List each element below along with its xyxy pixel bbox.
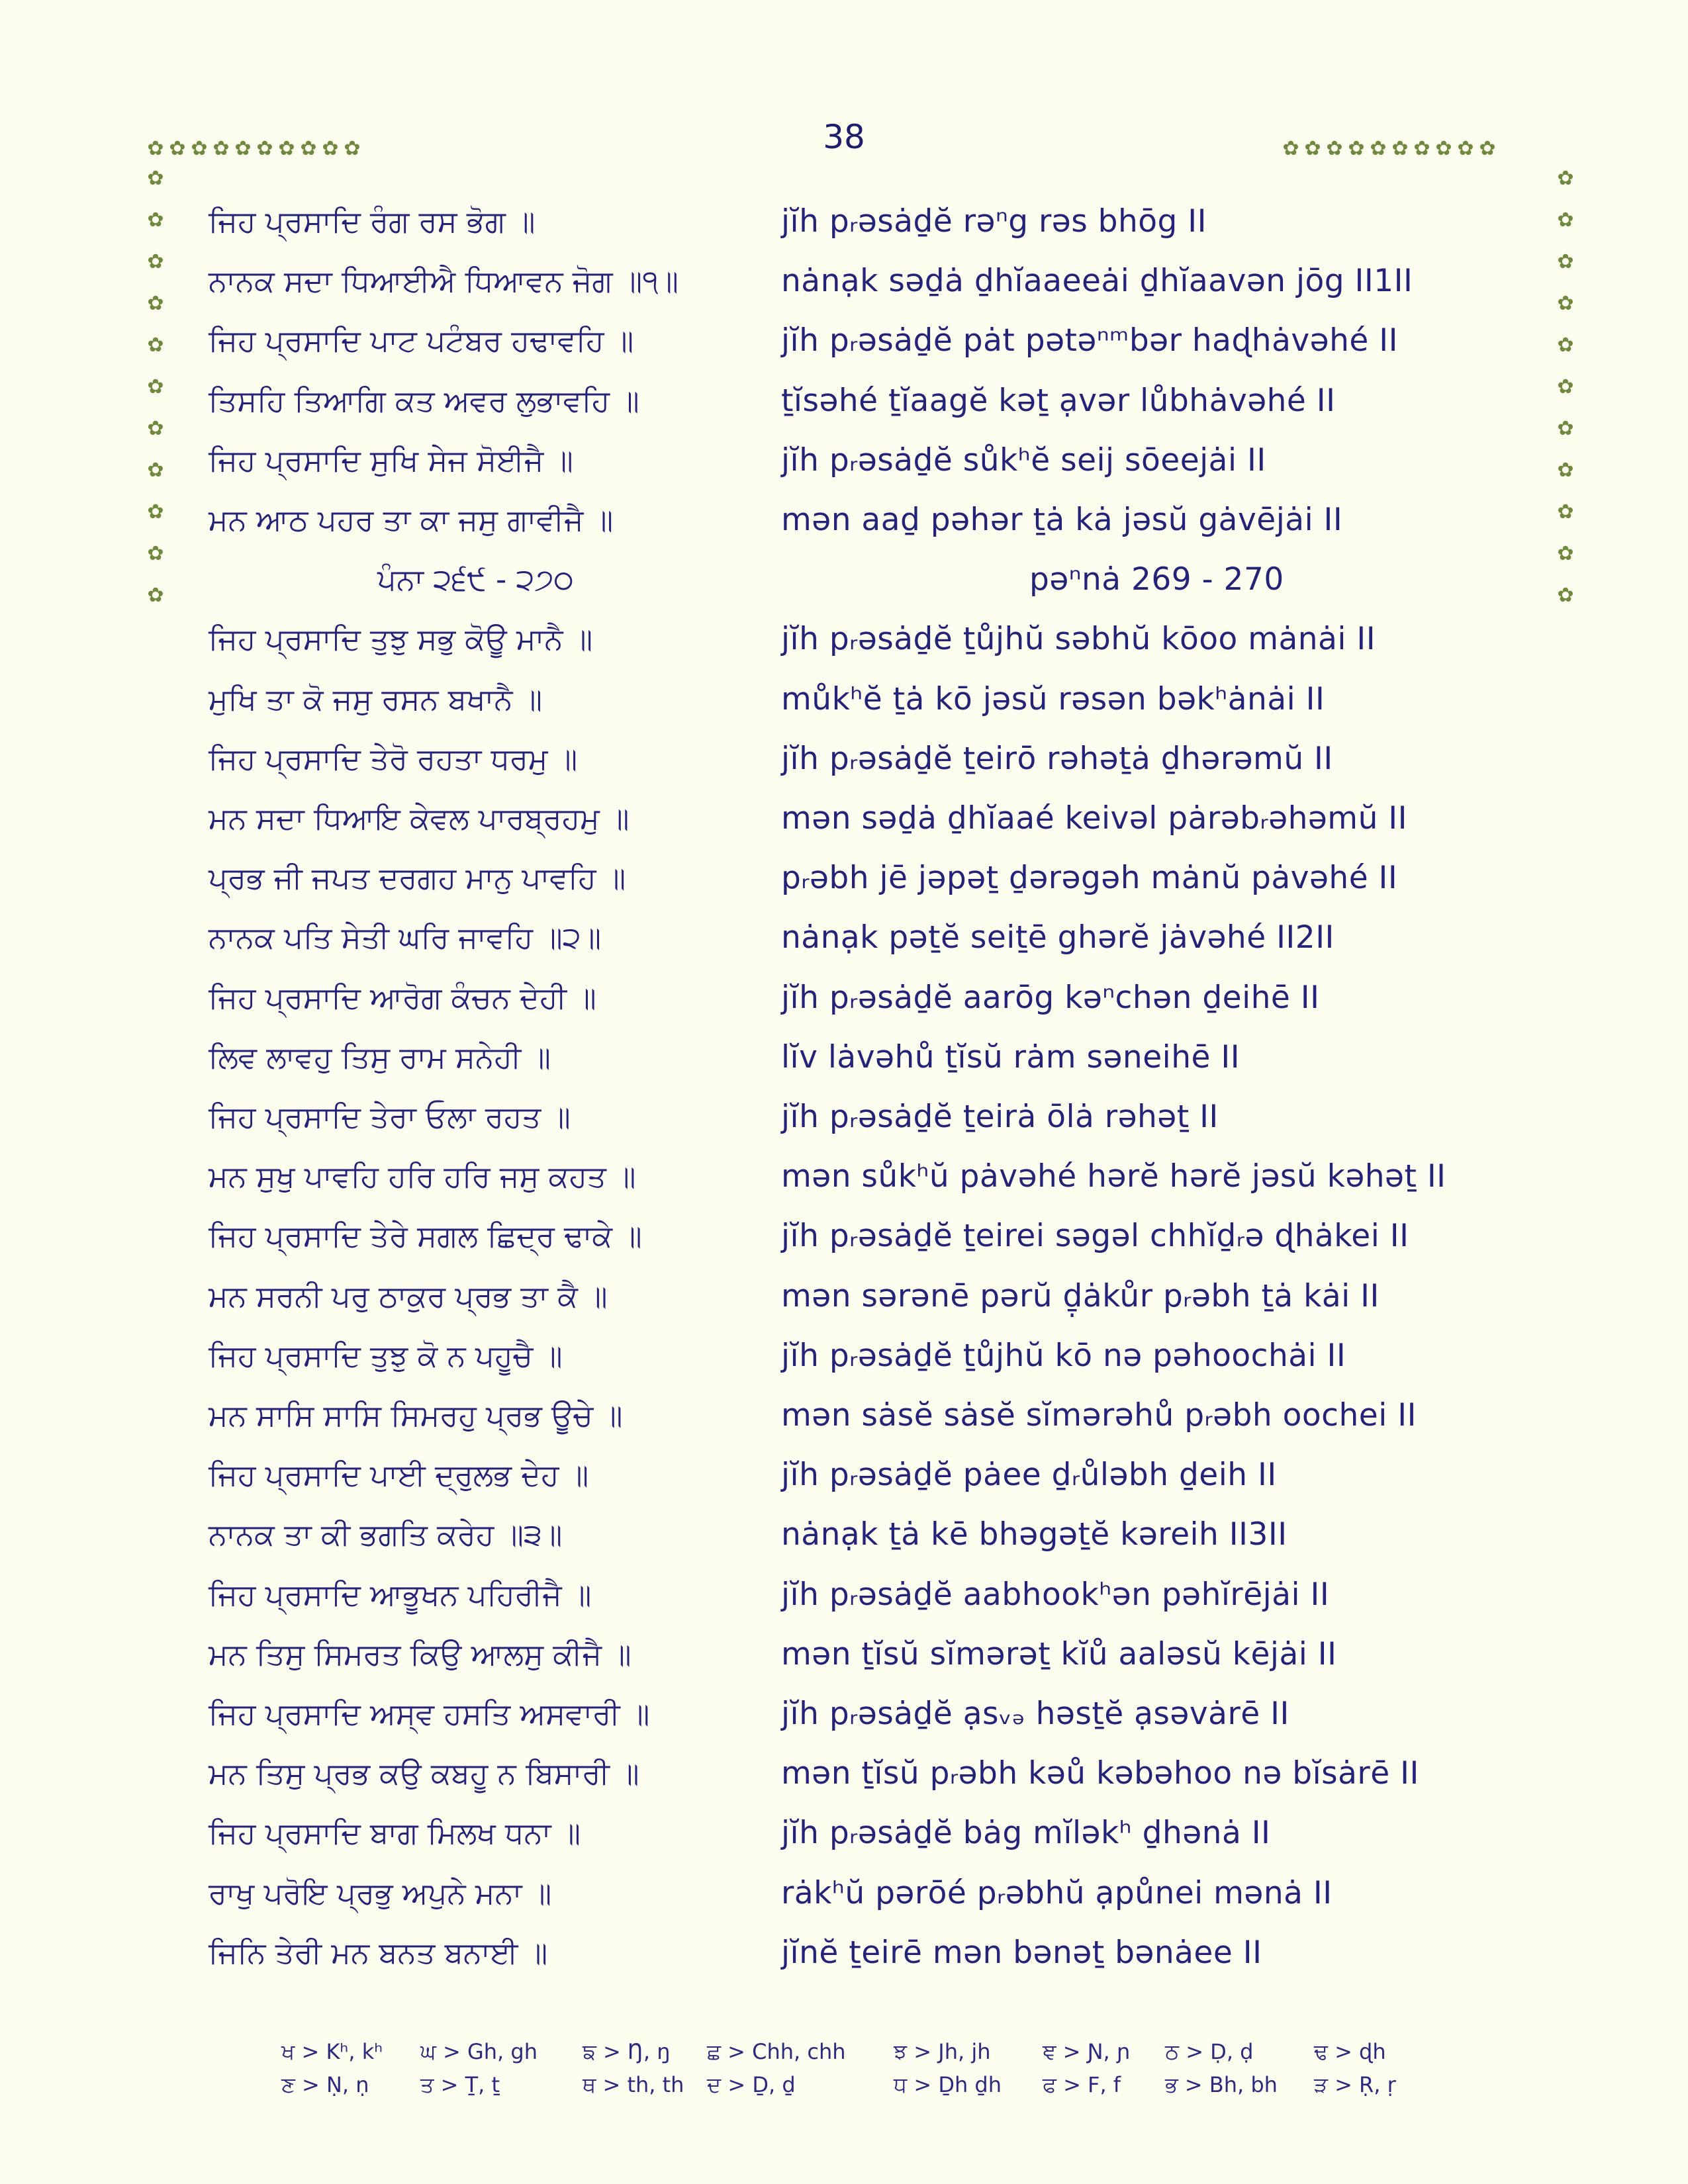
- flower-icon: ✿: [1557, 375, 1574, 398]
- flower-icon: ✿: [1557, 334, 1574, 357]
- transliteration-line: jĭh pᵣəsȧḏĕ ṯůjhŭ kō nə pəhoochȧi II: [781, 1337, 1346, 1374]
- gurmukhi-line: ਮਨ ਸਦਾ ਧਿਆਇ ਕੇਵਲ ਪਾਰਬ੍ਰਹਮੁ ॥: [209, 801, 630, 836]
- gurmukhi-line: ਜਿਹ ਪ੍ਰਸਾਦਿ ਤੇਰੇ ਸਗਲ ਛਿਦ੍ਰ ਢਾਕੇ ॥: [209, 1218, 642, 1254]
- legend-entry: ਝ > Jh, jh: [894, 2039, 991, 2064]
- gurmukhi-line: ਜਿਹ ਪ੍ਰਸਾਦਿ ਸੁਖਿ ਸੇਜ ਸੋਈਜੈ ॥: [209, 442, 573, 478]
- legend-entry: ਣ > Ṇ, ṇ: [281, 2072, 369, 2097]
- gurmukhi-line: ਮਨ ਸਾਸਿ ਸਾਸਿ ਸਿਮਰਹੁ ਪ੍ਰਭ ਊਚੇ ॥: [209, 1398, 623, 1433]
- transliteration-line: pᵣəbh jē jəpəṯ ḏərəgəh mȧnŭ pȧvəhé II: [781, 860, 1398, 897]
- flower-icon: ✿: [234, 137, 252, 160]
- transliteration-line: nȧnạk pəṯĕ seiṯē ghərĕ jȧvəhé II2II: [781, 919, 1335, 956]
- transliteration-line: ṯĭsəhé ṯĭaagĕ kəṯ ạvər lůbhȧvəhé II: [781, 382, 1336, 419]
- transliteration-line: mən səḏȧ ḏhĭaaé keivəl pȧrəbᵣəhəmŭ II: [781, 800, 1408, 837]
- flower-icon: ✿: [1326, 137, 1343, 160]
- flower-icon: ✿: [1304, 137, 1321, 160]
- gurmukhi-line: ਮਨ ਸਰਨੀ ਪਰੁ ਠਾਕੁਰ ਪ੍ਰਭ ਤਾ ਕੈ ॥: [209, 1278, 608, 1314]
- gurmukhi-line: ਜਿਹ ਪ੍ਰਸਾਦਿ ਤੇਰਾ ਓਲਾ ਰਹਤ ॥: [209, 1099, 571, 1134]
- flower-icon: ✿: [1557, 542, 1574, 565]
- flower-icon: ✿: [1348, 137, 1365, 160]
- flower-icon: ✿: [256, 137, 273, 160]
- legend-entry: ੜ > Ṛ, ṛ: [1314, 2072, 1396, 2097]
- gurmukhi-line: ਮਨ ਆਠ ਪਹਰ ਤਾ ਕਾ ਜਸੁ ਗਾਵੀਜੈ ॥: [209, 502, 614, 537]
- gurmukhi-line: ਜਿਹ ਪ੍ਰਸਾਦਿ ਪਾਟ ਪਟੰਬਰ ਹਢਾਵਹਿ ॥: [209, 323, 634, 359]
- page-number: 38: [823, 118, 865, 156]
- transliteration-line: jĭh pᵣəsȧḏĕ ṯeirȧ ōlȧ rəhəṯ II: [781, 1099, 1219, 1135]
- flower-icon: ✿: [147, 500, 164, 523]
- flower-icon: ✿: [1557, 459, 1574, 482]
- gurmukhi-line: ਮਨ ਤਿਸੁ ਪ੍ਰਭ ਕਉ ਕਬਹੂ ਨ ਬਿਸਾਰੀ ॥: [209, 1756, 639, 1792]
- flower-icon: ✿: [147, 208, 164, 232]
- flower-icon: ✿: [1370, 137, 1387, 160]
- transliteration-line: jĭh pᵣəsȧḏĕ sůkʰĕ seij sōeejȧi II: [781, 441, 1266, 478]
- transliteration-line: rȧkʰŭ pərōé pᵣəbhŭ ạpůnei mənȧ II: [781, 1874, 1333, 1911]
- transliteration-line: jĭh pᵣəsȧḏĕ aabhookʰən pəhĭrējȧi II: [781, 1576, 1330, 1613]
- flower-icon: ✿: [344, 137, 361, 160]
- gurmukhi-line: ਜਿਹ ਪ੍ਰਸਾਦਿ ਤੁਝੁ ਸਭੁ ਕੋਊ ਮਾਨੈ ॥: [209, 621, 593, 657]
- gurmukhi-line: ਜਿਹ ਪ੍ਰਸਾਦਿ ਅਸ੍ਵ ਹਸਤਿ ਅਸਵਾਰੀ ॥: [209, 1696, 650, 1731]
- flower-icon: ✿: [147, 292, 164, 315]
- transliteration-line: jĭh pᵣəsȧḏĕ aarōg kəⁿchən ḏeihē II: [781, 979, 1320, 1016]
- gurmukhi-line: ਮਨ ਤਿਸੁ ਸਿਮਰਤ ਕਿਉ ਆਲਸੁ ਕੀਜੈ ॥: [209, 1636, 632, 1672]
- transliteration-line: nȧnạk səḏȧ ḏhĭaaeeȧi ḏhĭaavən jōg II1II: [781, 263, 1413, 300]
- legend-entry: ਤ > Ṯ, ṯ: [420, 2072, 500, 2097]
- flower-icon: ✿: [169, 137, 186, 160]
- transliteration-line: jĭh pᵣəsȧḏĕ ạsᵥₔ həsṯĕ ạsəvȧrē II: [781, 1696, 1289, 1732]
- flower-icon: ✿: [1557, 500, 1574, 523]
- flower-icon: ✿: [300, 137, 317, 160]
- flower-icon: ✿: [147, 417, 164, 440]
- flower-icon: ✿: [147, 250, 164, 273]
- legend-entry: ਦ > Ḏ, ḏ: [707, 2072, 796, 2097]
- legend-entry: ਭ > Bh, bh: [1165, 2072, 1278, 2097]
- flower-icon: ✿: [147, 459, 164, 482]
- gurmukhi-line: ਜਿਹ ਪ੍ਰਸਾਦਿ ਆਭੂਖਨ ਪਹਿਰੀਜੈ ॥: [209, 1576, 592, 1612]
- gurmukhi-line: ਨਾਨਕ ਪਤਿ ਸੇਤੀ ਘਰਿ ਜਾਵਹਿ ॥੨॥: [209, 920, 602, 956]
- flower-icon: ✿: [1282, 137, 1299, 160]
- flower-icon: ✿: [1557, 167, 1574, 190]
- transliteration-line: nȧnạk ṯȧ kē bhəgəṯĕ kəreih II3II: [781, 1516, 1288, 1553]
- flower-icon: ✿: [1457, 137, 1474, 160]
- legend-entry: ਠ > Ḍ, ḍ: [1165, 2039, 1254, 2064]
- flower-icon: ✿: [1557, 584, 1574, 607]
- page-range-gurmukhi: ਪੰਨਾ ੨੬੯ - ੨੭੦: [377, 562, 574, 598]
- gurmukhi-line: ਜਿਹ ਪ੍ਰਸਾਦਿ ਤੇਰੋ ਰਹਤਾ ਧਰਮੁ ॥: [209, 741, 578, 776]
- legend-entry: ਖ > Kʰ, kʰ: [281, 2039, 383, 2064]
- flower-icon: ✿: [1557, 417, 1574, 440]
- transliteration-line: mən sərənē pərŭ ḏ̣ȧkůr pᵣəbh ṯȧ kȧi II: [781, 1277, 1380, 1314]
- gurmukhi-line: ਲਿਵ ਲਾਵਹੁ ਤਿਸੁ ਰਾਮ ਸਨੇਹੀ ॥: [209, 1039, 551, 1075]
- gurmukhi-line: ਜਿਹ ਪ੍ਰਸਾਦਿ ਆਰੋਗ ਕੰਚਨ ਦੇਹੀ ॥: [209, 979, 596, 1015]
- flower-icon: ✿: [1435, 137, 1452, 160]
- legend-entry: ਙ > Ŋ, ŋ: [583, 2039, 671, 2064]
- transliteration-line: mən sůkʰŭ pȧvəhé hərĕ hərĕ jəsŭ kəhəṯ II: [781, 1158, 1446, 1195]
- transliteration-line: jĭh pᵣəsȧḏĕ ṯeirō rəhəṯȧ ḏhərəmŭ II: [781, 740, 1333, 777]
- legend-entry: ਫ > F, f: [1043, 2072, 1121, 2097]
- gurmukhi-line: ਜਿਹ ਪ੍ਰਸਾਦਿ ਪਾਈ ਦ੍ਰੁਲਭ ਦੇਹ ॥: [209, 1457, 589, 1493]
- flower-icon: ✿: [147, 137, 164, 160]
- flower-icon: ✿: [147, 584, 164, 607]
- flower-icon: ✿: [278, 137, 295, 160]
- gurmukhi-line: ਜਿਹ ਪ੍ਰਸਾਦਿ ਬਾਗ ਮਿਲਖ ਧਨਾ ॥: [209, 1815, 581, 1851]
- transliteration-line: můkʰĕ ṯȧ kō jəsŭ rəsən bəkʰȧnȧi II: [781, 680, 1325, 717]
- transliteration-line: mən ṯĭsŭ sĭmərəṯ kĭů aaləsŭ kējȧi II: [781, 1635, 1337, 1672]
- flower-icon: ✿: [1479, 137, 1496, 160]
- transliteration-line: jĭh pᵣəsȧḏĕ rəⁿg rəs bhōg II: [781, 203, 1207, 240]
- flower-icon: ✿: [322, 137, 339, 160]
- flower-icon: ✿: [147, 334, 164, 357]
- legend-entry: ਧ > Ḏh ḏh: [894, 2072, 1002, 2097]
- flower-icon: ✿: [147, 167, 164, 190]
- gurmukhi-line: ਰਾਖੁ ਪਰੋਇ ਪ੍ਰਭੁ ਅਪੁਨੇ ਮਨਾ ॥: [209, 1875, 552, 1911]
- gurmukhi-line: ਨਾਨਕ ਸਦਾ ਧਿਆਈਐ ਧਿਆਵਨ ਜੋਗ ॥੧॥: [209, 263, 679, 299]
- legend-entry: ਢ > ɖh: [1314, 2039, 1386, 2064]
- transliteration-line: jĭnĕ ṯeirē mən bənəṯ bənȧee II: [781, 1934, 1262, 1971]
- transliteration-line: jĭh pᵣəsȧḏĕ ṯůjhŭ səbhŭ kōoo mȧnȧi II: [781, 621, 1376, 658]
- gurmukhi-line: ਨਾਨਕ ਤਾ ਕੀ ਭਗਤਿ ਕਰੇਹ ॥੩॥: [209, 1517, 563, 1553]
- transliteration-line: lĭv lȧvəhů ṯĭsŭ rȧm səneihē II: [781, 1038, 1241, 1075]
- transliteration-line: jĭh pᵣəsȧḏĕ bȧg mĭləkʰ ḏhənȧ II: [781, 1815, 1271, 1852]
- transliteration-line: mən aaḏ pəhər ṯȧ kȧ jəsŭ gȧvējȧi II: [781, 502, 1343, 538]
- transliteration-line: mən sȧsĕ sȧsĕ sĭmərəhů pᵣəbh oochei II: [781, 1397, 1417, 1433]
- legend-entry: ਛ > Chh, chh: [707, 2039, 846, 2064]
- flower-icon: ✿: [212, 137, 230, 160]
- transliteration-line: jĭh pᵣəsȧḏĕ pȧt pətəⁿᵐbər haɖhȧvəhé II: [781, 322, 1398, 359]
- legend-entry: ਞ > Ɲ, ɲ: [1043, 2039, 1131, 2064]
- gurmukhi-line: ਪ੍ਰਭ ਜੀ ਜਪਤ ਦਰਗਹ ਮਾਨੁ ਪਾਵਹਿ ॥: [209, 860, 626, 896]
- transliteration-line: jĭh pᵣəsȧḏĕ pȧee ḏᵣůləbh ḏeih II: [781, 1457, 1277, 1494]
- flower-icon: ✿: [147, 542, 164, 565]
- flower-icon: ✿: [1557, 208, 1574, 232]
- flower-icon: ✿: [1413, 137, 1430, 160]
- flower-icon: ✿: [1557, 250, 1574, 273]
- transliteration-line: jĭh pᵣəsȧḏĕ ṯeirei səgəl chhĭḏᵣə ɖhȧkei II: [781, 1218, 1409, 1255]
- flower-icon: ✿: [147, 375, 164, 398]
- page-range-translit: pəⁿnȧ 269 - 270: [1029, 561, 1284, 598]
- transliteration-line: mən ṯĭsŭ pᵣəbh kəů kəbəhoo nə bĭsȧrē II: [781, 1755, 1419, 1792]
- legend-entry: ਥ > th, th: [583, 2072, 684, 2097]
- gurmukhi-line: ਮੁਖਿ ਤਾ ਕੋ ਜਸੁ ਰਸਨ ਬਖਾਨੈ ॥: [209, 681, 543, 717]
- gurmukhi-line: ਮਨ ਸੁਖੁ ਪਾਵਹਿ ਹਰਿ ਹਰਿ ਜਸੁ ਕਹਤ ॥: [209, 1159, 636, 1195]
- gurmukhi-line: ਤਿਸਹਿ ਤਿਆਗਿ ਕਤ ਅਵਰ ਲੁਭਾਵਹਿ ॥: [209, 383, 639, 418]
- legend-entry: ਘ > Gh, gh: [420, 2039, 538, 2064]
- flower-icon: ✿: [191, 137, 208, 160]
- gurmukhi-line: ਜਿਹ ਪ੍ਰਸਾਦਿ ਰੰਗ ਰਸ ਭੋਗ ॥: [209, 204, 536, 239]
- flower-icon: ✿: [1391, 137, 1409, 160]
- gurmukhi-line: ਜਿਹ ਪ੍ਰਸਾਦਿ ਤੁਝੁ ਕੋ ਨ ਪਹੂਚੈ ॥: [209, 1338, 563, 1373]
- flower-icon: ✿: [1557, 292, 1574, 315]
- gurmukhi-line: ਜਿਨਿ ਤੇਰੀ ਮਨ ਬਨਤ ਬਨਾਈ ॥: [209, 1934, 548, 1970]
